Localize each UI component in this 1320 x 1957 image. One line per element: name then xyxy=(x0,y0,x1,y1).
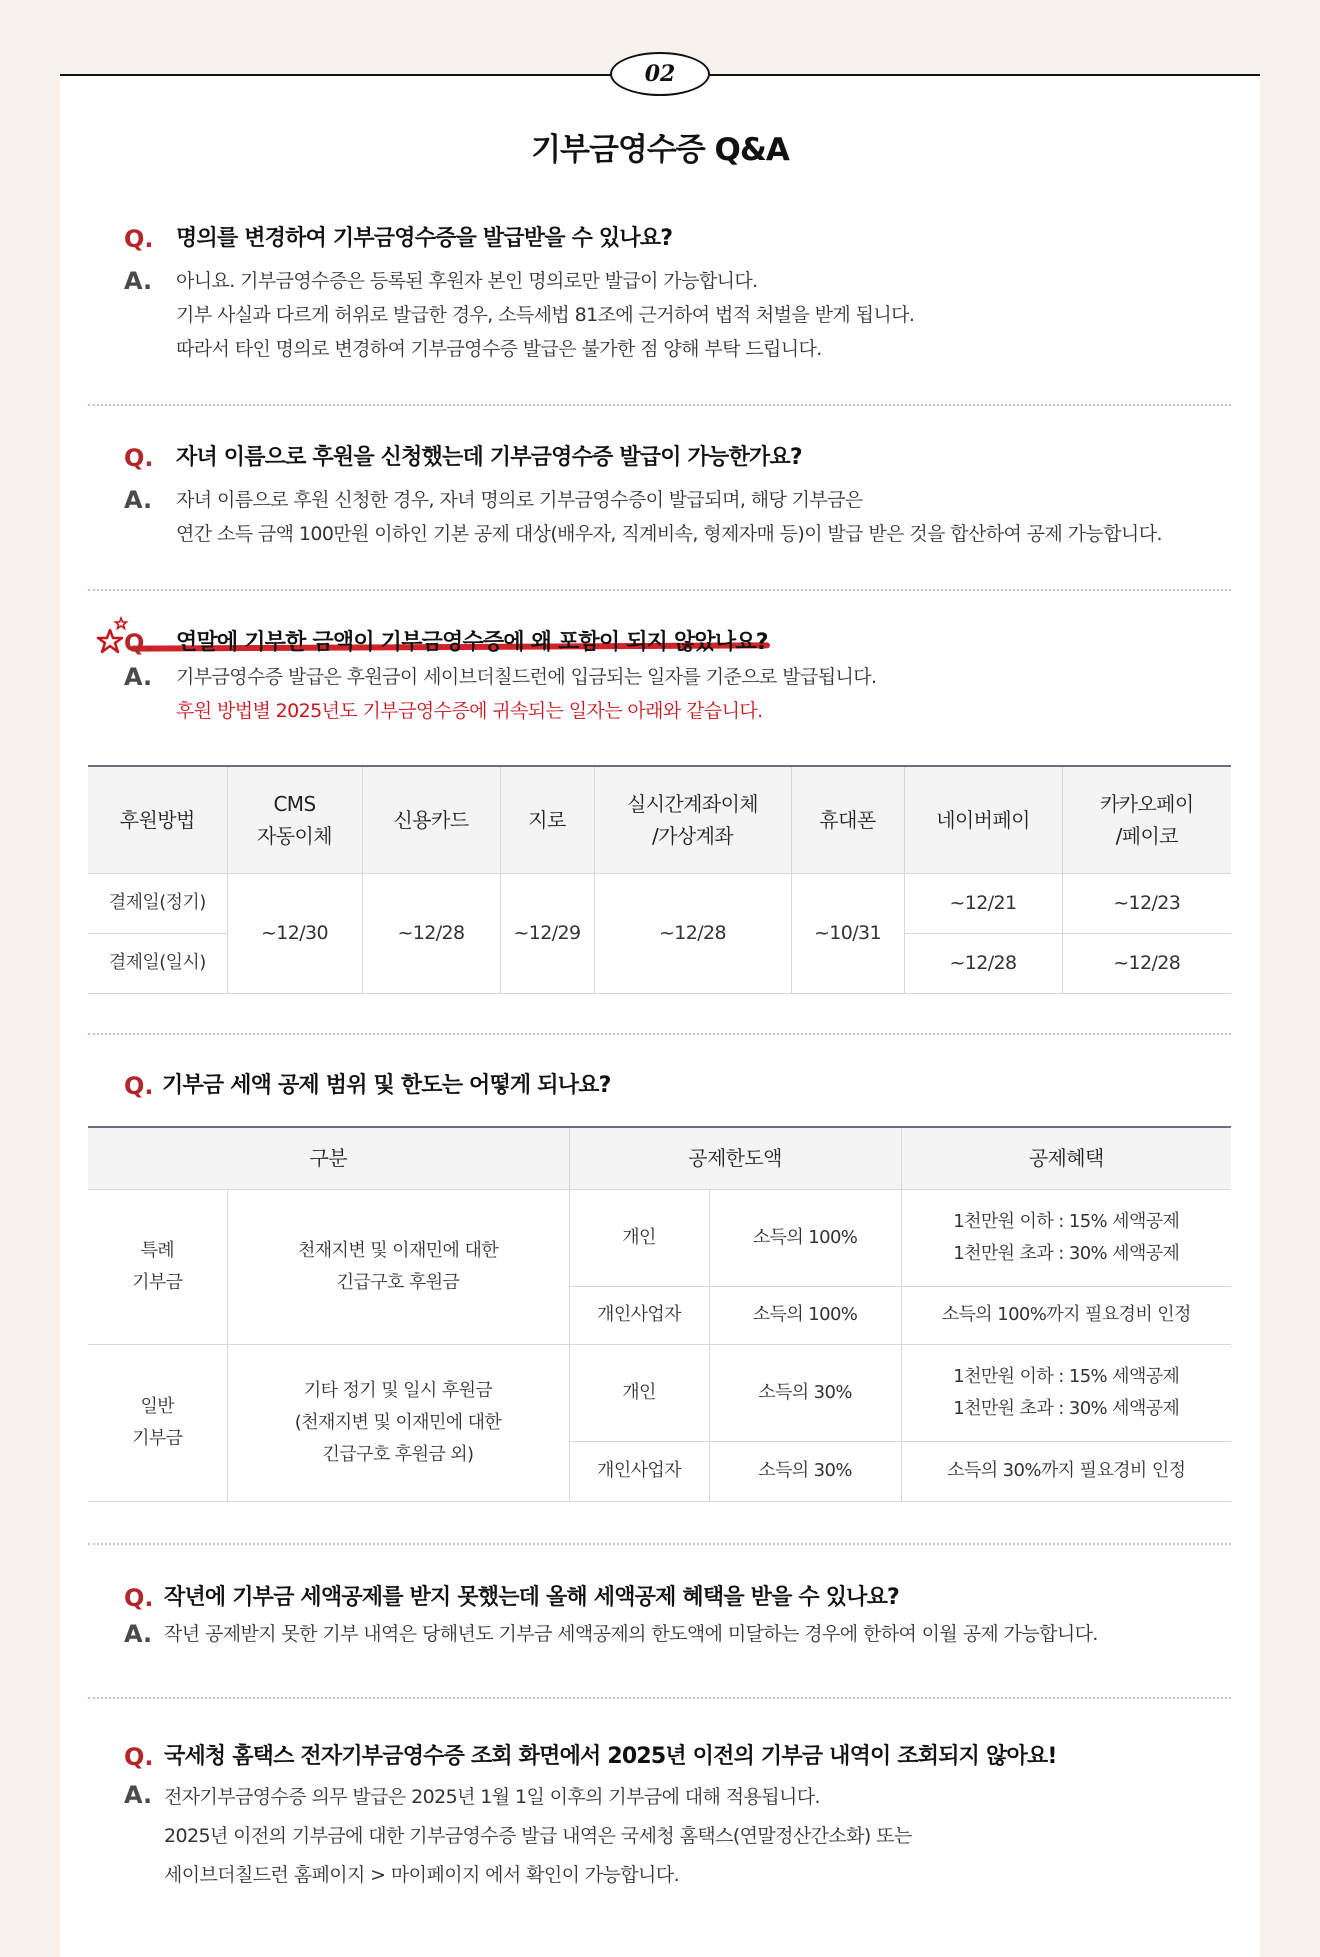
table-cell: ~12/23 xyxy=(1062,873,1231,933)
a-marker: A. xyxy=(124,1620,153,1648)
header-cell: 신용카드 xyxy=(362,766,500,873)
answer-line: 전자기부금영수증 의무 발급은 2025년 1월 1일 이후의 기부금에 대해 적용됩니다. xyxy=(164,1786,820,1808)
category-cell: 일반 기부금 xyxy=(88,1344,227,1501)
header-cell: 네이버페이 xyxy=(904,766,1062,873)
benefit-cell: 소득의 100%까지 필요경비 인정 xyxy=(901,1286,1231,1344)
qa-item-1 xyxy=(124,222,914,366)
benefit-cell: 1천만원 이하 : 15% 세액공제 1천만원 초과 : 30% 세액공제 xyxy=(901,1344,1231,1441)
answer-line: 기부금영수증 발급은 후원금이 세이브더칠드런에 입금되는 일자를 기준으로 발급됩니다. xyxy=(176,666,877,688)
a-marker: A. xyxy=(124,267,153,295)
answer-line: 기부 사실과 다르게 허위로 발급한 경우, 소득세법 81조에 근거하여 법적 처벌을 받게 됩니다. xyxy=(176,304,915,326)
header-cell: 실시간계좌이체 /가상계좌 xyxy=(594,766,791,873)
limit-cell: 소득의 30% xyxy=(709,1441,901,1501)
qa-item-3 xyxy=(124,626,876,728)
payment-date-table xyxy=(88,765,1231,994)
question-text: 기부금 세액 공제 범위 및 한도는 어떻게 되나요? xyxy=(162,1073,611,1098)
page-number-badge: 02 xyxy=(610,52,710,96)
table-cell: ~12/28 xyxy=(594,873,791,993)
table-cell: ~12/28 xyxy=(904,933,1062,993)
benefit-cell: 1천만원 이하 : 15% 세액공제 1천만원 초과 : 30% 세액공제 xyxy=(901,1189,1231,1286)
table-cell: ~12/28 xyxy=(362,873,500,993)
qa-item-6 xyxy=(124,1740,1057,1895)
description-cell: 천재지변 및 이재민에 대한 긴급구호 후원금 xyxy=(227,1189,569,1344)
divider xyxy=(88,589,1231,591)
qa-item-4 xyxy=(124,1069,611,1103)
header-cell: 공제혜택 xyxy=(901,1127,1231,1189)
answer-line: 아니요. 기부금영수증은 등록된 후원자 본인 명의로만 발급이 가능합니다. xyxy=(176,270,758,292)
answer-line: 작년 공제받지 못한 기부 내역은 당해년도 기부금 세액공제의 한도액에 미달하는 경우에 한하여 이월 공제 가능합니다. xyxy=(164,1623,1098,1645)
table-cell: ~10/31 xyxy=(791,873,904,993)
header-cell: CMS 자동이체 xyxy=(227,766,362,873)
page-title: 기부금영수증 Q&A xyxy=(531,132,789,168)
header-cell: 지로 xyxy=(500,766,594,873)
a-marker: A. xyxy=(124,663,153,691)
tax-deduction-table xyxy=(88,1126,1231,1502)
row-label: 결제일(정기) xyxy=(88,873,227,933)
q-marker: Q. xyxy=(124,1743,154,1771)
question-text: 명의를 변경하여 기부금영수증을 발급받을 수 있나요? xyxy=(176,226,673,251)
table-cell: ~12/29 xyxy=(500,873,594,993)
header-cell: 휴대폰 xyxy=(791,766,904,873)
header-cell: 카카오페이 /페이코 xyxy=(1062,766,1231,873)
type-cell: 개인사업자 xyxy=(569,1441,709,1501)
table-cell: ~12/30 xyxy=(227,873,362,993)
limit-cell: 소득의 100% xyxy=(709,1286,901,1344)
header-cell: 공제한도액 xyxy=(569,1127,901,1189)
q-marker: Q. xyxy=(124,629,154,657)
answer-line: 연간 소득 금액 100만원 이하인 기본 공제 대상(배우자, 직계비속, 형제자매 등)이 발급 받은 것을 합산하여 공제 가능합니다. xyxy=(176,523,1162,545)
question-text: 연말에 기부한 금액이 기부금영수증에 왜 포함이 되지 않았나요? xyxy=(176,630,768,655)
qa-item-2 xyxy=(124,441,1162,551)
category-cell: 특례 기부금 xyxy=(88,1189,227,1344)
divider xyxy=(88,1697,1231,1699)
benefit-cell: 소득의 30%까지 필요경비 인정 xyxy=(901,1441,1231,1501)
answer-line: 따라서 타인 명의로 변경하여 기부금영수증 발급은 불가한 점 양해 부탁 드립니다. xyxy=(176,338,822,360)
answer-line: 자녀 이름으로 후원 신청한 경우, 자녀 명의로 기부금영수증이 발급되며, 해당 기부금은 xyxy=(176,489,863,511)
table-cell: ~12/28 xyxy=(1062,933,1231,993)
table-cell: ~12/21 xyxy=(904,873,1062,933)
type-cell: 개인 xyxy=(569,1344,709,1441)
divider xyxy=(88,1033,1231,1035)
type-cell: 개인 xyxy=(569,1189,709,1286)
answer-line-highlight: 후원 방법별 2025년도 기부금영수증에 귀속되는 일자는 아래와 같습니다. xyxy=(176,700,763,722)
question-text: 자녀 이름으로 후원을 신청했는데 기부금영수증 발급이 가능한가요? xyxy=(176,445,802,470)
divider xyxy=(88,1543,1231,1545)
q-marker: Q. xyxy=(124,1584,154,1612)
answer-line: 2025년 이전의 기부금에 대한 기부금영수증 발급 내역은 국세청 홈택스(연말정산간소화) 또는 xyxy=(164,1825,912,1847)
type-cell: 개인사업자 xyxy=(569,1286,709,1344)
divider xyxy=(88,404,1231,406)
a-marker: A. xyxy=(124,486,153,514)
question-text: 작년에 기부금 세액공제를 받지 못했는데 올해 세액공제 혜택을 받을 수 있나요? xyxy=(164,1585,900,1610)
row-label: 결제일(일시) xyxy=(88,933,227,993)
limit-cell: 소득의 30% xyxy=(709,1344,901,1441)
a-marker: A. xyxy=(124,1781,153,1809)
limit-cell: 소득의 100% xyxy=(709,1189,901,1286)
header-cell: 후원방법 xyxy=(88,766,227,873)
description-cell: 기타 정기 및 일시 후원금 (천재지변 및 이재민에 대한 긴급구호 후원금 외) xyxy=(227,1344,569,1501)
answer-line: 세이브더칠드런 홈페이지 > 마이페이지 에서 확인이 가능합니다. xyxy=(164,1864,680,1886)
question-text: 국세청 홈택스 전자기부금영수증 조회 화면에서 2025년 이전의 기부금 내역이 조회되지 않아요! xyxy=(164,1744,1057,1769)
q-marker: Q. xyxy=(124,225,154,253)
qa-item-5 xyxy=(124,1581,1098,1651)
header-cell: 구분 xyxy=(88,1127,569,1189)
q-marker: Q. xyxy=(124,444,154,472)
q-marker: Q. xyxy=(124,1072,154,1100)
